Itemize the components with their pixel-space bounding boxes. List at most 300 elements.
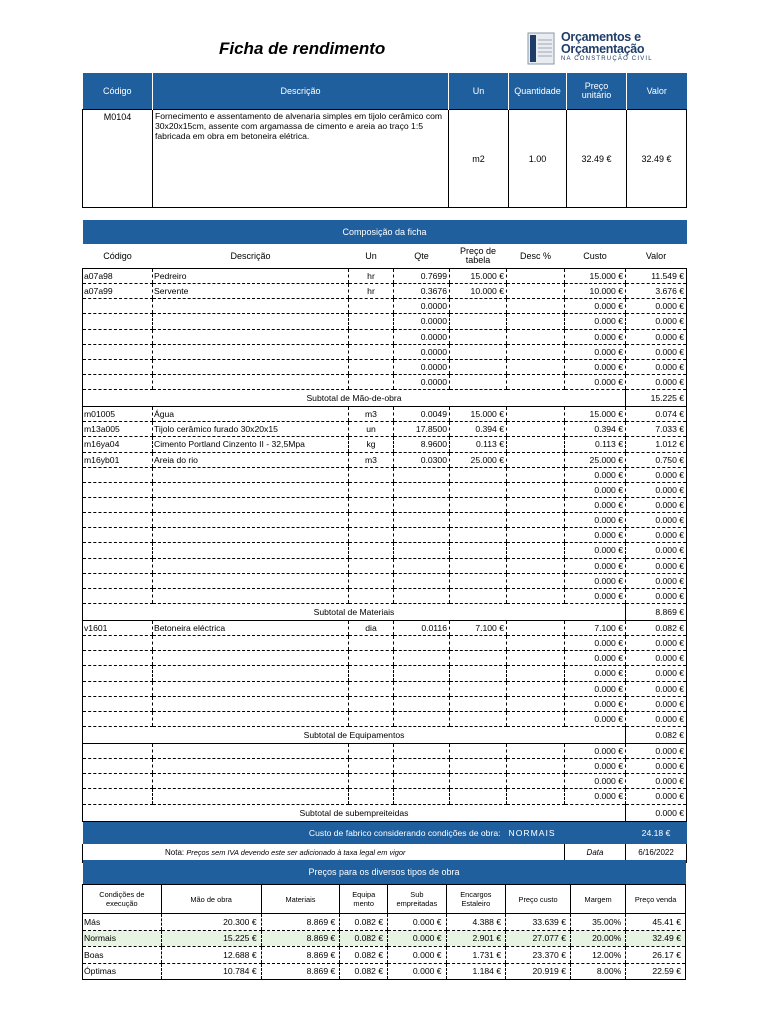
row-code: [83, 314, 153, 329]
price-cell-cond: Óptimas: [83, 963, 162, 980]
row-qty: 0.0000: [394, 299, 450, 314]
price-cell-sub: 0.000 €: [388, 947, 446, 964]
row-unit: [349, 588, 394, 603]
materials-row: [83, 528, 687, 543]
row-cost: 15.000 €: [565, 269, 626, 284]
date-label: Data: [565, 844, 626, 863]
row-cost: 0.000 €: [565, 482, 626, 497]
row-description: [153, 651, 349, 666]
row-value: 0.000 €: [626, 467, 687, 482]
equipment-row: [83, 620, 687, 635]
row-table-price: 7.100 €: [450, 620, 507, 635]
row-discount: [507, 299, 565, 314]
row-description: [153, 467, 349, 482]
row-value: 0.000 €: [626, 588, 687, 603]
price-cell-materials: 8.869 €: [261, 963, 340, 980]
row-unit: m3: [349, 452, 394, 467]
row-discount: [507, 437, 565, 452]
price-cell-sub: 0.000 €: [388, 930, 446, 947]
row-cost: 0.000 €: [565, 314, 626, 329]
row-unit: kg: [349, 437, 394, 452]
row-value: 11.549 €: [626, 269, 687, 284]
subtotal-label: Subtotal de Equipamentos: [83, 726, 626, 743]
logo-line-3: NA CONSTRUÇÃO CIVIL: [561, 56, 653, 62]
row-discount: [507, 651, 565, 666]
row-qty: [394, 588, 450, 603]
row-qty: 0.0000: [394, 329, 450, 344]
row-discount: [507, 759, 565, 774]
price-cell-sale: 26.17 €: [626, 947, 686, 964]
prices-header-cell: Mão de obra: [161, 885, 261, 914]
equipment-row: [83, 711, 687, 726]
row-code: m16ya04: [83, 437, 153, 452]
row-code: [83, 696, 153, 711]
row-description: [153, 359, 349, 374]
equipment-subtotal-row: [83, 726, 687, 743]
row-cost: 0.000 €: [565, 543, 626, 558]
row-table-price: [450, 528, 507, 543]
row-table-price: [450, 711, 507, 726]
prices-table: [82, 860, 686, 980]
row-discount: [507, 374, 565, 389]
subcontract-row: [83, 789, 687, 804]
price-cell-materials: 8.869 €: [261, 914, 340, 931]
row-cost: 0.000 €: [565, 374, 626, 389]
header-unit-price: Preço unitário: [567, 73, 627, 110]
col-value: Valor: [626, 244, 687, 269]
row-description: [153, 482, 349, 497]
materials-row: [83, 422, 687, 437]
labour-row: [83, 329, 687, 344]
row-table-price: [450, 651, 507, 666]
row-table-price: [450, 681, 507, 696]
row-discount: [507, 359, 565, 374]
price-row: [83, 914, 686, 931]
materials-row: [83, 482, 687, 497]
price-cell-cost: 33.639 €: [506, 914, 571, 931]
header-code: Código: [83, 73, 153, 110]
row-value: 0.000 €: [626, 374, 687, 389]
labour-row: [83, 269, 687, 284]
row-table-price: [450, 759, 507, 774]
equipment-row: [83, 681, 687, 696]
price-cell-equip: 0.082 €: [340, 963, 388, 980]
materials-row: [83, 513, 687, 528]
subtotal-value: 15.225 €: [626, 390, 687, 407]
price-cell-materials: 8.869 €: [261, 930, 340, 947]
item-code: M0104: [83, 110, 153, 208]
row-description: [153, 588, 349, 603]
row-qty: [394, 543, 450, 558]
prices-header-cell: Preço custo: [506, 885, 571, 914]
row-description: [153, 666, 349, 681]
row-table-price: [450, 743, 507, 758]
price-cell-labour: 12.688 €: [161, 947, 261, 964]
row-cost: 0.000 €: [565, 467, 626, 482]
row-discount: [507, 573, 565, 588]
col-qty: Qte: [394, 244, 450, 269]
row-cost: 0.000 €: [565, 666, 626, 681]
row-value: 0.000 €: [626, 329, 687, 344]
row-code: [83, 774, 153, 789]
row-table-price: [450, 482, 507, 497]
row-value: 0.082 €: [626, 620, 687, 635]
row-description: Servente: [153, 284, 349, 299]
row-code: [83, 513, 153, 528]
item-table: [82, 73, 687, 208]
subcontract-row: [83, 774, 687, 789]
row-discount: [507, 696, 565, 711]
row-description: Cimento Portland Cinzento II - 32,5Mpa: [153, 437, 349, 452]
subtotal-value: 0.000 €: [626, 804, 687, 821]
row-table-price: 15.000 €: [450, 407, 507, 422]
row-description: [153, 314, 349, 329]
price-cell-cost: 20.919 €: [506, 963, 571, 980]
row-value: 0.000 €: [626, 558, 687, 573]
row-table-price: 15.000 €: [450, 269, 507, 284]
row-qty: 0.0000: [394, 374, 450, 389]
row-table-price: [450, 314, 507, 329]
labour-row: [83, 359, 687, 374]
row-discount: [507, 681, 565, 696]
row-qty: 17.8500: [394, 422, 450, 437]
row-discount: [507, 620, 565, 635]
row-cost: 0.000 €: [565, 651, 626, 666]
row-value: 0.000 €: [626, 666, 687, 681]
item-unit-price: 32.49 €: [567, 110, 627, 208]
materials-row: [83, 407, 687, 422]
price-cell-cost: 27.077 €: [506, 930, 571, 947]
cost-condition: NORMAIS: [507, 821, 565, 844]
row-description: [153, 513, 349, 528]
row-description: [153, 344, 349, 359]
row-unit: [349, 497, 394, 512]
row-cost: 15.000 €: [565, 407, 626, 422]
row-discount: [507, 558, 565, 573]
row-value: 0.000 €: [626, 344, 687, 359]
row-cost: 25.000 €: [565, 452, 626, 467]
row-unit: m3: [349, 407, 394, 422]
row-value: 0.000 €: [626, 651, 687, 666]
prices-header-cell: Sub empreitadas: [388, 885, 446, 914]
date-value: 6/16/2022: [626, 844, 687, 863]
price-cell-site: 2.901 €: [446, 930, 506, 947]
item-value: 32.49 €: [627, 110, 687, 208]
row-code: [83, 711, 153, 726]
row-value: 3.676 €: [626, 284, 687, 299]
row-description: [153, 789, 349, 804]
equipment-row: [83, 636, 687, 651]
row-unit: [349, 329, 394, 344]
row-discount: [507, 497, 565, 512]
price-cell-equip: 0.082 €: [340, 947, 388, 964]
row-code: a07a99: [83, 284, 153, 299]
row-code: [83, 789, 153, 804]
price-cell-labour: 15.225 €: [161, 930, 261, 947]
row-code: m01005: [83, 407, 153, 422]
row-table-price: [450, 774, 507, 789]
price-cell-materials: 8.869 €: [261, 947, 340, 964]
row-unit: [349, 743, 394, 758]
cost-value: 24.18 €: [626, 821, 687, 844]
price-cell-labour: 20.300 €: [161, 914, 261, 931]
row-value: 0.000 €: [626, 759, 687, 774]
row-discount: [507, 269, 565, 284]
price-cell-site: 4.388 €: [446, 914, 506, 931]
row-table-price: [450, 789, 507, 804]
row-description: [153, 558, 349, 573]
company-logo: [527, 30, 677, 68]
row-table-price: [450, 588, 507, 603]
col-unit: Un: [349, 244, 394, 269]
prices-header-cell: Preço venda: [626, 885, 686, 914]
row-table-price: 0.113 €: [450, 437, 507, 452]
row-cost: 0.000 €: [565, 299, 626, 314]
row-value: 0.000 €: [626, 681, 687, 696]
equipment-row: [83, 666, 687, 681]
row-cost: 0.000 €: [565, 681, 626, 696]
row-code: [83, 299, 153, 314]
price-cell-sale: 32.49 €: [626, 930, 686, 947]
materials-row: [83, 558, 687, 573]
subcontract-row: [83, 743, 687, 758]
price-cell-labour: 10.784 €: [161, 963, 261, 980]
row-discount: [507, 467, 565, 482]
row-unit: hr: [349, 269, 394, 284]
row-code: [83, 467, 153, 482]
row-value: 0.000 €: [626, 513, 687, 528]
labour-row: [83, 314, 687, 329]
price-cell-site: 1.731 €: [446, 947, 506, 964]
row-code: m16yb01: [83, 452, 153, 467]
row-code: [83, 759, 153, 774]
row-discount: [507, 513, 565, 528]
cost-label: Custo de fabrico considerando condições de obra:: [83, 821, 507, 844]
row-code: [83, 497, 153, 512]
row-cost: 0.000 €: [565, 329, 626, 344]
row-qty: [394, 528, 450, 543]
row-qty: [394, 513, 450, 528]
row-qty: 8.9600: [394, 437, 450, 452]
row-code: [83, 344, 153, 359]
price-cell-equip: 0.082 €: [340, 930, 388, 947]
row-code: [83, 681, 153, 696]
row-cost: 7.100 €: [565, 620, 626, 635]
row-value: 0.074 €: [626, 407, 687, 422]
labour-subtotal-row: [83, 390, 687, 407]
row-unit: [349, 528, 394, 543]
row-unit: [349, 482, 394, 497]
row-discount: [507, 329, 565, 344]
row-cost: 0.394 €: [565, 422, 626, 437]
item-unit: m2: [449, 110, 509, 208]
price-cell-equip: 0.082 €: [340, 914, 388, 931]
row-unit: [349, 681, 394, 696]
price-cell-site: 1.184 €: [446, 963, 506, 980]
row-discount: [507, 543, 565, 558]
logo-line-1: Orçamentos e: [561, 30, 641, 44]
row-discount: [507, 774, 565, 789]
materials-subtotal-row: [83, 603, 687, 620]
row-table-price: [450, 329, 507, 344]
row-unit: [349, 359, 394, 374]
row-discount: [507, 314, 565, 329]
row-qty: [394, 711, 450, 726]
materials-row: [83, 452, 687, 467]
row-unit: [349, 636, 394, 651]
subtotal-label: Subtotal de subempreiteidas: [83, 804, 626, 821]
row-table-price: [450, 497, 507, 512]
row-discount: [507, 482, 565, 497]
note-text: Preços sem IVA devendo este ser adicionado à taxa legal em vigor: [186, 848, 406, 857]
row-table-price: [450, 299, 507, 314]
composition-header-row: [83, 244, 687, 269]
row-qty: 0.0000: [394, 314, 450, 329]
row-value: 0.000 €: [626, 743, 687, 758]
row-qty: 0.3676: [394, 284, 450, 299]
row-qty: 0.0000: [394, 359, 450, 374]
labour-row: [83, 374, 687, 389]
row-description: Pedreiro: [153, 269, 349, 284]
row-value: 0.000 €: [626, 482, 687, 497]
row-unit: [349, 711, 394, 726]
subtotal-label: Subtotal de Mão-de-obra: [83, 390, 626, 407]
row-description: Tijolo cerâmico furado 30x20x15: [153, 422, 349, 437]
row-description: [153, 543, 349, 558]
row-value: 1.012 €: [626, 437, 687, 452]
row-discount: [507, 528, 565, 543]
equipment-row: [83, 651, 687, 666]
row-qty: [394, 636, 450, 651]
row-value: 0.000 €: [626, 774, 687, 789]
row-cost: 10.000 €: [565, 284, 626, 299]
row-table-price: [450, 344, 507, 359]
row-qty: [394, 573, 450, 588]
row-table-price: [450, 636, 507, 651]
composition-title: Composição da ficha: [83, 220, 687, 244]
row-description: [153, 528, 349, 543]
header-value: Valor: [627, 73, 687, 110]
row-value: 0.000 €: [626, 528, 687, 543]
row-table-price: [450, 696, 507, 711]
price-cell-cost: 23.370 €: [506, 947, 571, 964]
row-value: 0.000 €: [626, 543, 687, 558]
col-discount: Desc %: [507, 244, 565, 269]
row-code: [83, 528, 153, 543]
col-table-price: Preço de tabela: [450, 244, 507, 269]
materials-row: [83, 497, 687, 512]
price-cell-sale: 45.41 €: [626, 914, 686, 931]
book-icon: [527, 32, 555, 65]
row-discount: [507, 789, 565, 804]
price-cell-cond: Normais: [83, 930, 162, 947]
row-cost: 0.000 €: [565, 359, 626, 374]
row-table-price: [450, 543, 507, 558]
row-discount: [507, 344, 565, 359]
row-cost: 0.000 €: [565, 759, 626, 774]
row-code: [83, 636, 153, 651]
row-value: 0.000 €: [626, 711, 687, 726]
row-qty: [394, 482, 450, 497]
equipment-row: [83, 696, 687, 711]
price-row: [83, 930, 686, 947]
subcontract-row: [83, 759, 687, 774]
note-label: Nota:: [165, 848, 185, 857]
row-cost: 0.113 €: [565, 437, 626, 452]
materials-row: [83, 437, 687, 452]
item-row: [83, 110, 687, 208]
row-cost: 0.000 €: [565, 497, 626, 512]
row-description: [153, 743, 349, 758]
col-description: Descrição: [153, 244, 349, 269]
row-code: [83, 558, 153, 573]
row-table-price: [450, 467, 507, 482]
row-cost: 0.000 €: [565, 774, 626, 789]
row-unit: [349, 374, 394, 389]
row-description: [153, 573, 349, 588]
composition-title-row: [83, 220, 687, 244]
row-unit: [349, 299, 394, 314]
row-code: [83, 743, 153, 758]
row-table-price: [450, 359, 507, 374]
row-unit: [349, 651, 394, 666]
row-cost: 0.000 €: [565, 743, 626, 758]
row-discount: [507, 422, 565, 437]
prices-header-row: [83, 885, 686, 914]
row-value: 0.000 €: [626, 696, 687, 711]
page-title: Ficha de rendimento: [219, 39, 386, 58]
prices-title: Preços para os diversos tipos de obra: [83, 860, 686, 885]
row-cost: 0.000 €: [565, 636, 626, 651]
row-unit: un: [349, 422, 394, 437]
row-unit: [349, 344, 394, 359]
prices-header-cell: Encargos Estaleiro: [446, 885, 506, 914]
row-value: 0.000 €: [626, 573, 687, 588]
row-unit: [349, 666, 394, 681]
row-value: 0.000 €: [626, 636, 687, 651]
price-cell-margin: 12.00%: [570, 947, 625, 964]
row-unit: [349, 573, 394, 588]
row-discount: [507, 452, 565, 467]
row-table-price: 25.000 €: [450, 452, 507, 467]
row-cost: 0.000 €: [565, 696, 626, 711]
row-table-price: [450, 573, 507, 588]
row-discount: [507, 666, 565, 681]
row-unit: [349, 513, 394, 528]
prices-header-cell: Materiais: [261, 885, 340, 914]
item-header-row: [83, 73, 687, 110]
row-cost: 0.000 €: [565, 573, 626, 588]
row-qty: 0.0300: [394, 452, 450, 467]
col-code: Código: [83, 244, 153, 269]
row-cost: 0.000 €: [565, 513, 626, 528]
row-cost: 0.000 €: [565, 711, 626, 726]
row-table-price: [450, 666, 507, 681]
labour-row: [83, 344, 687, 359]
manufacturing-cost-row: [83, 821, 687, 844]
price-cell-margin: 35.00%: [570, 914, 625, 931]
row-unit: [349, 759, 394, 774]
row-discount: [507, 284, 565, 299]
prices-header-cell: Margem: [570, 885, 625, 914]
row-cost: 0.000 €: [565, 528, 626, 543]
row-qty: [394, 497, 450, 512]
price-cell-cond: Más: [83, 914, 162, 931]
row-value: 0.000 €: [626, 359, 687, 374]
labour-row: [83, 299, 687, 314]
row-qty: [394, 696, 450, 711]
row-qty: 0.7699: [394, 269, 450, 284]
